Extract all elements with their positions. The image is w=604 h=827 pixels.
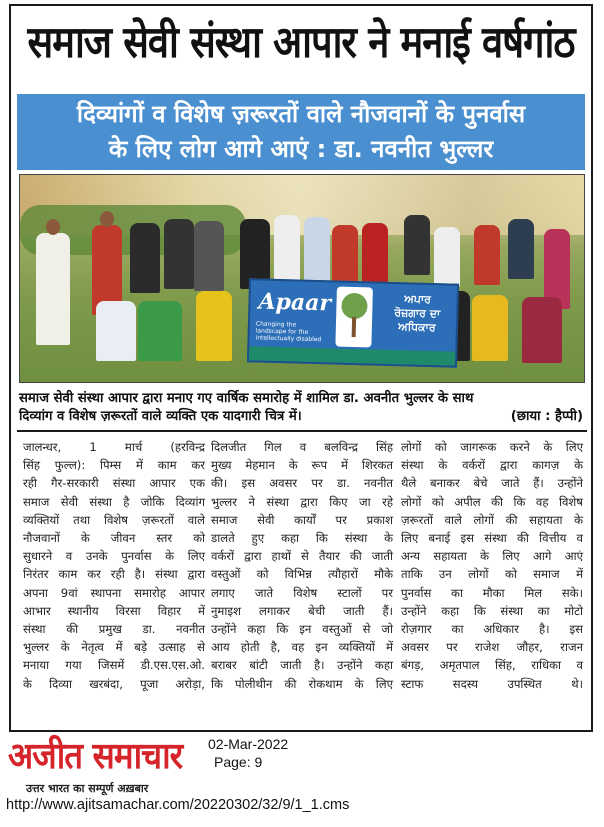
body-line: नुमाइश लगाकर बेची जाती हैं। xyxy=(211,603,393,618)
body-column-3 xyxy=(401,438,583,693)
subheadline-line-2: के लिए लोग आगे आएं : डा. नवनीत भुल्लर xyxy=(108,135,494,163)
body-line: सिंह फुल्ल): पिम्स में काम कर xyxy=(23,458,205,473)
body-line: सुधारने व उनके पुनर्वास के लिए xyxy=(23,549,205,564)
body-line: मनाया गया जिसमें डी.एस.एस.ओ. xyxy=(23,658,205,673)
person xyxy=(332,225,358,285)
subheadline xyxy=(17,94,585,170)
article-body xyxy=(19,438,587,730)
body-line: की। इस अवसर पर डा. नवनीत xyxy=(211,476,393,491)
body-line: के दिव्या खरबंदा, पूजा अरोड़ा, xyxy=(23,676,205,691)
banner-punjabi-title xyxy=(378,292,457,336)
person xyxy=(96,301,136,361)
caption-divider xyxy=(17,430,587,432)
page-number: Page: 9 xyxy=(214,754,263,770)
body-column-1 xyxy=(23,438,205,693)
banner-name: Apaar xyxy=(258,288,332,317)
subheadline-line-1: दिव्यांगों व विशेष ज़रूरतों वाले नौजवानों के पुनर्वास xyxy=(76,100,526,128)
body-line: लोगों को जागरूक करने के लिए xyxy=(401,440,583,454)
apaar-banner xyxy=(247,278,459,367)
person-head xyxy=(100,211,114,227)
banner-punjabi-line-2: ਰੋਜ਼ਗਾਰ ਦਾ ਅਧਿਕਾਰ xyxy=(394,306,441,335)
body-column-2 xyxy=(211,438,393,693)
person xyxy=(196,291,232,361)
body-line: अवसर पर राजेश जौहर, राजन xyxy=(401,640,583,655)
person xyxy=(164,219,194,289)
tree-logo-icon xyxy=(335,287,373,348)
body-line: भुल्लर ने संस्था द्वारा किए जा रहे xyxy=(211,494,393,509)
person xyxy=(130,223,160,293)
person xyxy=(138,301,182,361)
body-line: समाज सेवी कार्यों पर प्रकाश xyxy=(211,512,393,527)
person xyxy=(194,221,224,291)
banner-punjabi-line-1: ਅਪਾਰ xyxy=(404,292,432,307)
body-line: कि पोलीथीन की रोकथाम के लिए xyxy=(211,676,393,691)
body-line: थैले बनाकर बेचे जाते हैं। उन्होंने xyxy=(401,476,583,491)
body-line: रही गैर-सरकारी संस्था आपार एक xyxy=(23,476,205,491)
publication-date: 02-Mar-2022 xyxy=(208,736,289,752)
body-line: बराबर बांटी जाती है। उन्होंने कहा xyxy=(211,658,393,673)
body-line: ताकि उन लोगों को समाज में xyxy=(401,567,583,582)
body-line: दिलजीत गिल व बलविन्द्र सिंह xyxy=(211,440,393,454)
body-line: वस्तुओं को विभिन्न त्यौहारों मौके xyxy=(211,567,393,582)
body-line: पुनर्वास का मौका मिल सके। xyxy=(401,585,583,600)
person xyxy=(522,297,562,363)
body-line: संस्था के वर्करों द्वारा कागज़ के xyxy=(401,458,583,473)
body-line: उन्होंने कहा कि इन वस्तुओं से जो xyxy=(211,622,393,637)
body-line: निरंतर काम कर रही है। संस्था द्वारा xyxy=(23,567,205,582)
masthead-tagline: उत्तर भारत का सम्पूर्ण अख़बार xyxy=(26,782,149,795)
body-line: डालते हुए कहा कि संस्था के xyxy=(211,531,393,546)
body-line: आय होती है, वह इन व्यक्तियों में xyxy=(211,640,393,655)
person xyxy=(472,295,508,361)
body-line: लोगों को अपील की कि वह विशेष xyxy=(401,494,583,509)
body-line: ज़रूरतों वाले लोगों की सहायता के xyxy=(401,512,583,527)
body-line: भुल्लर के नेतृत्व में बड़े उत्साह से xyxy=(23,640,205,655)
body-line: मुख्य मेहमान के रूप में शिरकत xyxy=(211,458,393,473)
source-url-link[interactable]: http://www.ajitsamachar.com/20220302/32/9/1_1.cms xyxy=(6,797,350,813)
photo-caption xyxy=(19,390,585,426)
body-line: समाज सेवी संस्था है जोकि दिव्यांग xyxy=(23,494,205,509)
body-line: स्टाफ सदस्य उपस्थित थे। xyxy=(401,676,583,691)
person xyxy=(36,233,70,345)
banner-tagline: Changing the landscape for the intellectually disabled xyxy=(255,320,322,344)
photo-credit: (छाया : हैप्पी) xyxy=(510,409,583,424)
person xyxy=(434,227,460,287)
caption-line-1: समाज सेवी संस्था आपार द्वारा मनाए गए वार्षिक समारोह में शामिल डा. अवनीत भुल्लर के साथ xyxy=(19,391,474,406)
body-line: अन्य सहायता के लिए आगे आएं xyxy=(401,549,583,564)
person xyxy=(474,225,500,285)
person xyxy=(274,215,300,285)
body-line: अपना 9वां स्थापना समारोह आपार xyxy=(23,585,205,600)
body-line: बंगड़, अमृतपाल सिंह, राधिका व xyxy=(401,658,583,673)
body-line: वर्करों द्वारा हाथों से तैयार की जाती xyxy=(211,549,393,564)
body-line: व्यक्तियों तथा विशेष ज़रूरतों वाले xyxy=(23,512,205,527)
person xyxy=(304,217,330,287)
caption-line-2: दिव्यांग व विशेष ज़रूरतों वाले व्यक्ति एक यादगारी चित्र में। xyxy=(19,409,302,424)
body-line: आभार स्थानीय विरसा विहार में xyxy=(23,603,205,618)
person xyxy=(404,215,430,275)
banner-contact-strip xyxy=(249,346,455,365)
body-line: लिए बनाई इस संस्था की वित्तीय व xyxy=(401,531,583,546)
person xyxy=(508,219,534,279)
body-line: रोज़गार का अधिकार है। इस xyxy=(401,622,583,637)
body-line: जालन्धर, 1 मार्च (हरविन्द्र xyxy=(23,440,205,454)
body-line: संस्था की प्रमुख डा. नवनीत xyxy=(23,622,205,637)
group-photo xyxy=(19,174,585,383)
body-line: नौजवानों के जीवन स्तर को xyxy=(23,531,205,546)
article-clipping xyxy=(9,4,593,732)
person-head xyxy=(46,219,60,235)
body-line: उन्होंने कहा कि संस्था का मोटो xyxy=(401,603,583,618)
body-line: लगाए जाते विशेष स्टालों पर xyxy=(211,585,393,600)
newspaper-masthead-logo: अजीत समाचार xyxy=(8,734,183,777)
headline: समाज सेवी संस्था आपार ने मनाई वर्षगांठ xyxy=(27,16,575,68)
person xyxy=(362,223,388,283)
